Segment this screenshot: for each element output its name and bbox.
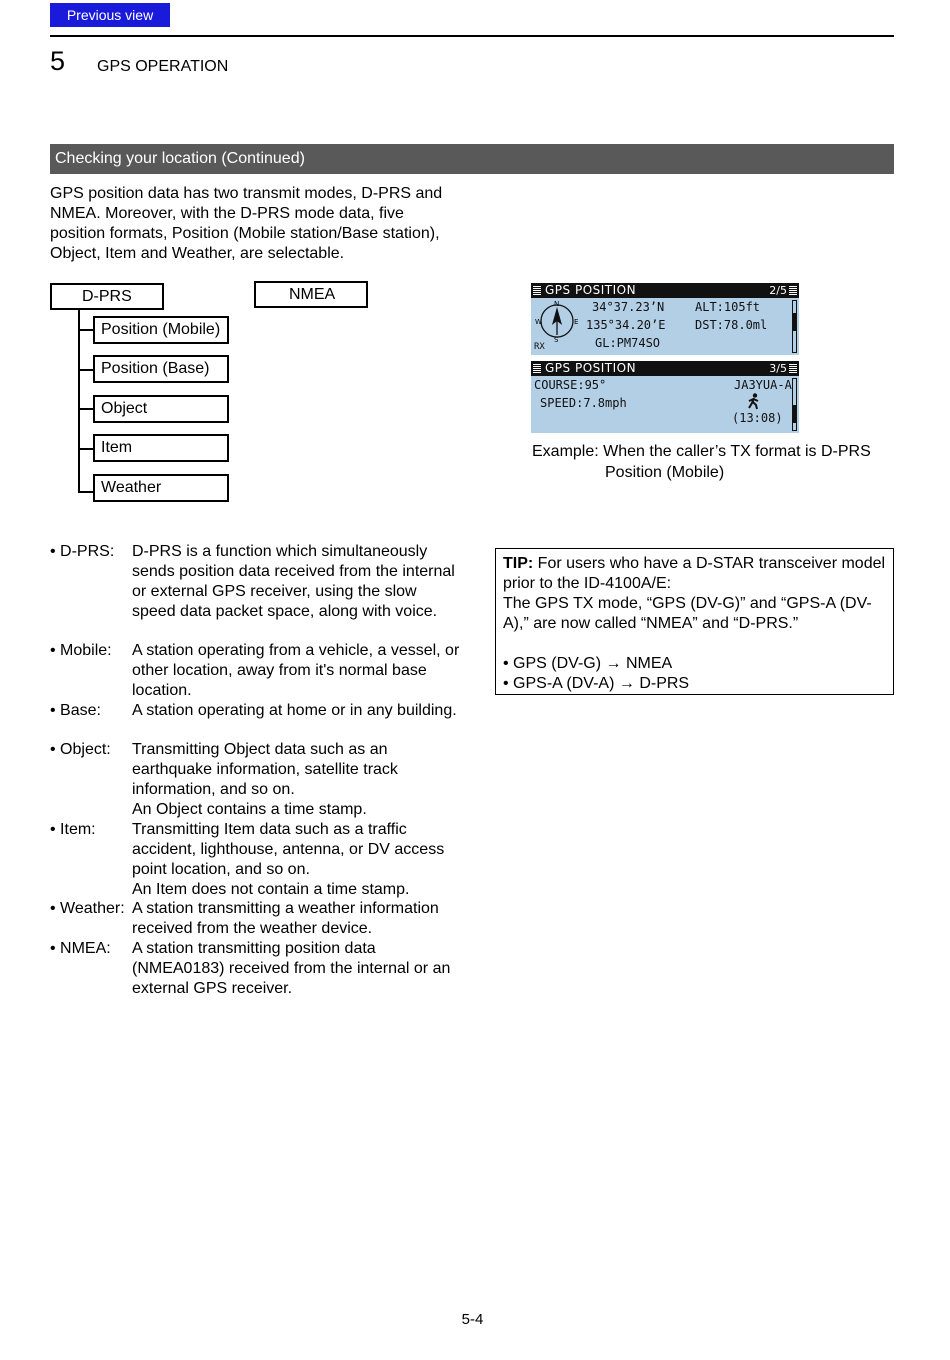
compass-w: W (535, 318, 542, 326)
rx-indicator: RX (534, 342, 545, 352)
compass-n: N (554, 300, 560, 308)
lcd-title-bar (531, 361, 799, 376)
definition-nmea (50, 939, 460, 999)
definition-desc: Transmitting Item data such as a traffic accident, lighthouse, antenna, or DV access point location, and so on. (132, 821, 445, 878)
definition-weather (50, 899, 460, 939)
definition-mobile (50, 641, 460, 701)
tip-box (495, 548, 894, 695)
previous-view-button[interactable]: Previous view (50, 3, 170, 27)
lcd-scrollbar (792, 378, 797, 431)
lcd-scrollbar (792, 300, 797, 353)
tree-branch (78, 369, 94, 371)
section-title: Checking your location (Continued) (50, 144, 894, 174)
tree-child-item: Item (93, 434, 229, 462)
speed: SPEED:7.8mph (540, 396, 627, 410)
tree-branch (78, 491, 94, 493)
gps-position-screen-2 (531, 283, 799, 355)
lcd-page: 3/5 (769, 362, 787, 375)
menu-icon (789, 364, 797, 373)
lcd-title: GPS POSITION (545, 283, 637, 297)
compass-e: E (574, 318, 579, 326)
definition-desc: A station transmitting position data (NMEA0183) received from the internal or an external GPS receiver. (132, 940, 451, 997)
tree-branch (78, 408, 94, 410)
lcd-title: GPS POSITION (545, 361, 637, 375)
tree-child-position-mobile: Position (Mobile) (93, 316, 229, 344)
definition-note: An Object contains a time stamp. (132, 800, 367, 818)
tree-nmea: NMEA (254, 281, 368, 308)
walker-icon (746, 393, 762, 410)
tree-child-position-base: Position (Base) (93, 355, 229, 383)
tree-root-dprs: D-PRS (50, 283, 164, 310)
menu-icon (789, 286, 797, 295)
example-caption-line1: Example: When the caller’s TX format is D-PRS (532, 443, 871, 460)
definition-dprs (50, 542, 460, 621)
time-stamp: (13:08) (732, 411, 783, 425)
compass-s: S (554, 336, 559, 343)
chapter-title: GPS OPERATION (97, 58, 229, 75)
definition-term: • Object: (50, 741, 111, 758)
intro-paragraph: GPS position data has two transmit modes, D-PRS and NMEA. Moreover, with the D-PRS mode data, five position formats, Position (Mobile station/Base station), Object, Item and Weather, are selectable. (50, 185, 443, 262)
definition-object (50, 740, 460, 819)
lcd-page: 2/5 (769, 284, 787, 297)
lcd-title-bar (531, 283, 799, 298)
course: COURSE:95° (534, 378, 607, 392)
tip-item: • GPS-A (DV-A) → D-PRS (503, 675, 690, 692)
example-caption-line2: Position (Mobile) (605, 464, 725, 481)
longitude: 135°34.20’E (586, 318, 666, 332)
definition-term: • Mobile: (50, 642, 112, 659)
tip-line1: For users who have a D-STAR transceiver model prior to the ID-4100A/E: (503, 555, 886, 592)
compass-icon (534, 299, 580, 343)
tree-child-weather: Weather (93, 474, 229, 502)
definition-term: • Weather: (50, 900, 125, 917)
definition-item (50, 820, 460, 899)
definition-term: • Item: (50, 821, 96, 838)
definition-desc: A station operating from a vehicle, a vessel, or other location, away from it's normal base location. (132, 642, 460, 699)
tip-label: TIP: (503, 555, 534, 572)
definition-term: • Base: (50, 702, 101, 719)
tip-line2: The GPS TX mode, “GPS (DV-G)” and “GPS-A (DV-A),” are now called “NMEA” and “D-PRS.” (503, 595, 872, 632)
callsign: JA3YUA-A (734, 378, 792, 392)
chapter-number: 5 (50, 46, 66, 76)
tree-trunk (78, 310, 80, 493)
definition-desc: A station transmitting a weather information received from the weather device. (132, 900, 439, 937)
definition-note: An Item does not contain a time stamp. (132, 880, 410, 898)
distance: DST:78.0ml (695, 318, 768, 332)
gps-position-screen-3 (531, 361, 799, 433)
menu-icon (533, 286, 541, 295)
definition-base (50, 701, 460, 721)
tree-branch (78, 448, 94, 450)
definition-term: • NMEA: (50, 940, 111, 957)
definition-term: • D-PRS: (50, 543, 115, 560)
definition-desc: A station operating at home or in any building. (132, 702, 457, 719)
arrow-right-icon: → (605, 655, 622, 672)
page-number: 5-4 (461, 1311, 484, 1328)
tree-child-object: Object (93, 395, 229, 423)
altitude: ALT:105ft (695, 300, 761, 314)
arrow-right-icon: → (618, 675, 635, 692)
definition-desc: D-PRS is a function which simultaneously sends position data received from the internal or external GPS receiver, using the slow speed data packet space, along with voice. (132, 543, 455, 620)
tree-branch (78, 329, 94, 331)
definition-desc: Transmitting Object data such as an earthquake information, satellite track information, and so on. (132, 741, 398, 798)
tip-item: • GPS (DV-G) → NMEA (503, 655, 673, 672)
menu-icon (533, 364, 541, 373)
header-rule (50, 35, 894, 37)
grid-locator: GL:PM74SO (595, 336, 661, 350)
latitude: 34°37.23’N (592, 300, 665, 314)
